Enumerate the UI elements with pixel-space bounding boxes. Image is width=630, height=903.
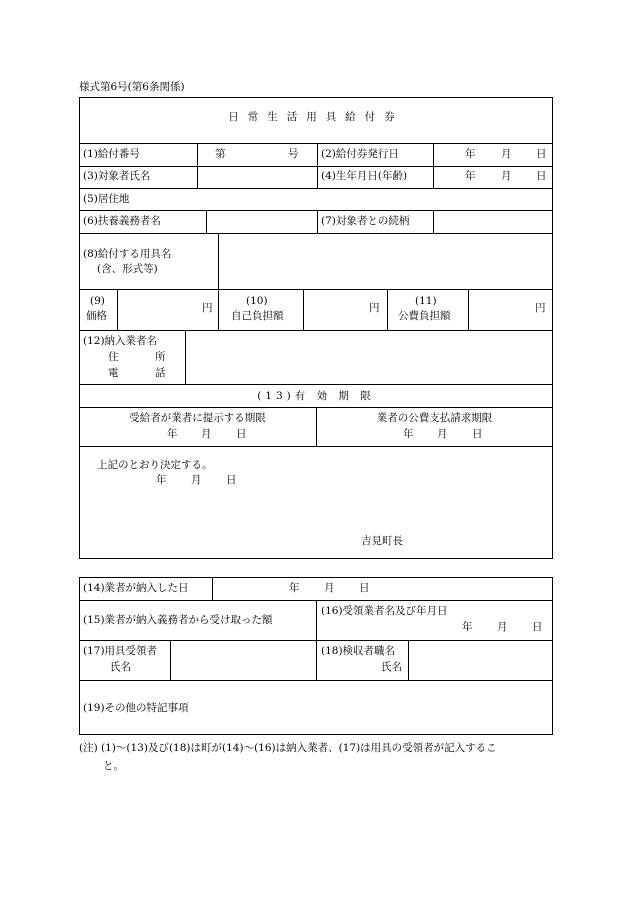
price-label: 価格 [86, 310, 107, 322]
presentation-deadline-month: 月 [201, 428, 212, 440]
public-pay-label: 公費負担額 [398, 310, 451, 322]
issue-date-label: (2)給付券発行日 [321, 148, 399, 160]
price-label-number: (9) [90, 295, 105, 307]
delivery-number-field[interactable] [228, 145, 284, 164]
birthdate-label: (4)生年月日(年齢) [321, 170, 408, 182]
birthdate-month: 月 [501, 170, 512, 182]
inspector-title-label: (18)検収者職名 [321, 645, 396, 657]
presentation-deadline-label: 受給者が業者に提示する期限 [129, 412, 266, 424]
device-recipient-name-label: 氏名 [110, 661, 131, 673]
delivery-date-month: 月 [324, 582, 335, 594]
receiving-date-day: 日 [532, 621, 543, 633]
billing-deadline-day: 日 [472, 428, 483, 440]
guardian-name-label: (6)扶養義務者名 [83, 215, 161, 227]
decision-date-year: 年 [156, 474, 167, 486]
public-pay-yen: 円 [535, 302, 546, 314]
relationship-field[interactable] [434, 211, 552, 232]
decision-date-day: 日 [226, 474, 237, 486]
issue-date-month: 月 [501, 148, 512, 160]
footnote-line-2: と。 [103, 760, 124, 772]
price-field[interactable] [118, 290, 200, 329]
mayor-signature-label: 吉見町長 [361, 535, 403, 547]
delivery-number-label: (1)給付番号 [83, 148, 140, 160]
guardian-name-field[interactable] [207, 211, 316, 232]
decision-statement: 上記のとおり決定する。 [97, 459, 213, 471]
device-name-sublabel: (含、形式等) [97, 263, 158, 275]
voucher-title: 日常生活用具給付券 [228, 111, 404, 123]
delivery-date-label: (14)業者が納入した日 [83, 582, 189, 594]
special-notes-label: (19)その他の特記事項 [83, 702, 189, 714]
vendor-phone-label-b: 話 [155, 367, 166, 379]
presentation-deadline-field[interactable] [80, 424, 315, 445]
presentation-deadline-day: 日 [236, 428, 247, 440]
validity-period-title: (13)有 効 期 限 [257, 390, 375, 402]
number-prefix: 第 [215, 148, 226, 160]
delivery-date-field[interactable] [213, 578, 552, 599]
decision-date-field[interactable] [150, 471, 250, 489]
receiving-date-month: 月 [497, 621, 508, 633]
device-name-field[interactable] [219, 234, 552, 288]
vendor-address-label-a: 住 [108, 351, 119, 363]
residence-label: (5)居住地 [83, 193, 130, 205]
form-number-label: 様式第6号(第6条関係) [79, 81, 185, 93]
footnote-line-1: (注) (1)～(13)及び(18)は町が(14)～(16)は納入業者、(17)は用具の受領者が記入するこ [79, 742, 497, 754]
price-yen: 円 [202, 302, 213, 314]
recipient-name-label: (3)対象者氏名 [83, 170, 151, 182]
amount-received-label: (15)業者が納入義務者から受け取った額 [83, 614, 273, 626]
delivery-date-day: 日 [359, 582, 370, 594]
issue-date-year: 年 [465, 148, 476, 160]
public-pay-field[interactable] [469, 290, 533, 329]
birthdate-field[interactable] [434, 167, 552, 187]
device-recipient-field[interactable] [171, 641, 315, 679]
recipient-name-field[interactable] [198, 167, 316, 187]
vendor-address-label-b: 所 [155, 351, 166, 363]
relationship-label: (7)対象者との続柄 [321, 215, 410, 227]
issue-date-field[interactable] [434, 145, 552, 164]
device-name-label: (8)給付する用具名 [83, 248, 172, 260]
self-pay-field[interactable] [304, 290, 367, 329]
inspector-name-label: 氏名 [381, 661, 402, 673]
receiving-vendor-field[interactable] [317, 601, 552, 639]
receiving-vendor-label: (16)受領業者名及び年月日 [321, 605, 448, 617]
self-pay-label: 自己負担額 [231, 310, 284, 322]
billing-deadline-label: 業者の公費支払請求期限 [376, 412, 493, 424]
self-pay-label-number: (10) [246, 295, 268, 307]
delivery-date-year: 年 [289, 582, 300, 594]
receiving-date-year: 年 [462, 621, 473, 633]
issue-date-day: 日 [536, 148, 547, 160]
billing-deadline-field[interactable] [317, 424, 552, 445]
number-suffix: 号 [288, 148, 299, 160]
birthdate-day: 日 [536, 170, 547, 182]
vendor-info-field[interactable] [186, 331, 552, 383]
birthdate-year: 年 [465, 170, 476, 182]
special-notes-field[interactable] [190, 681, 552, 734]
presentation-deadline-year: 年 [167, 428, 178, 440]
vendor-name-label: (12)納入業者名 [83, 335, 158, 347]
vendor-phone-label-a: 電 [108, 367, 119, 379]
billing-deadline-year: 年 [403, 428, 414, 440]
inspector-field[interactable] [409, 641, 552, 679]
public-pay-label-number: (11) [415, 295, 437, 307]
residence-field[interactable] [140, 189, 552, 209]
device-recipient-label: (17)用具受領者 [83, 645, 158, 657]
self-pay-yen: 円 [369, 302, 380, 314]
decision-date-month: 月 [191, 474, 202, 486]
billing-deadline-month: 月 [437, 428, 448, 440]
